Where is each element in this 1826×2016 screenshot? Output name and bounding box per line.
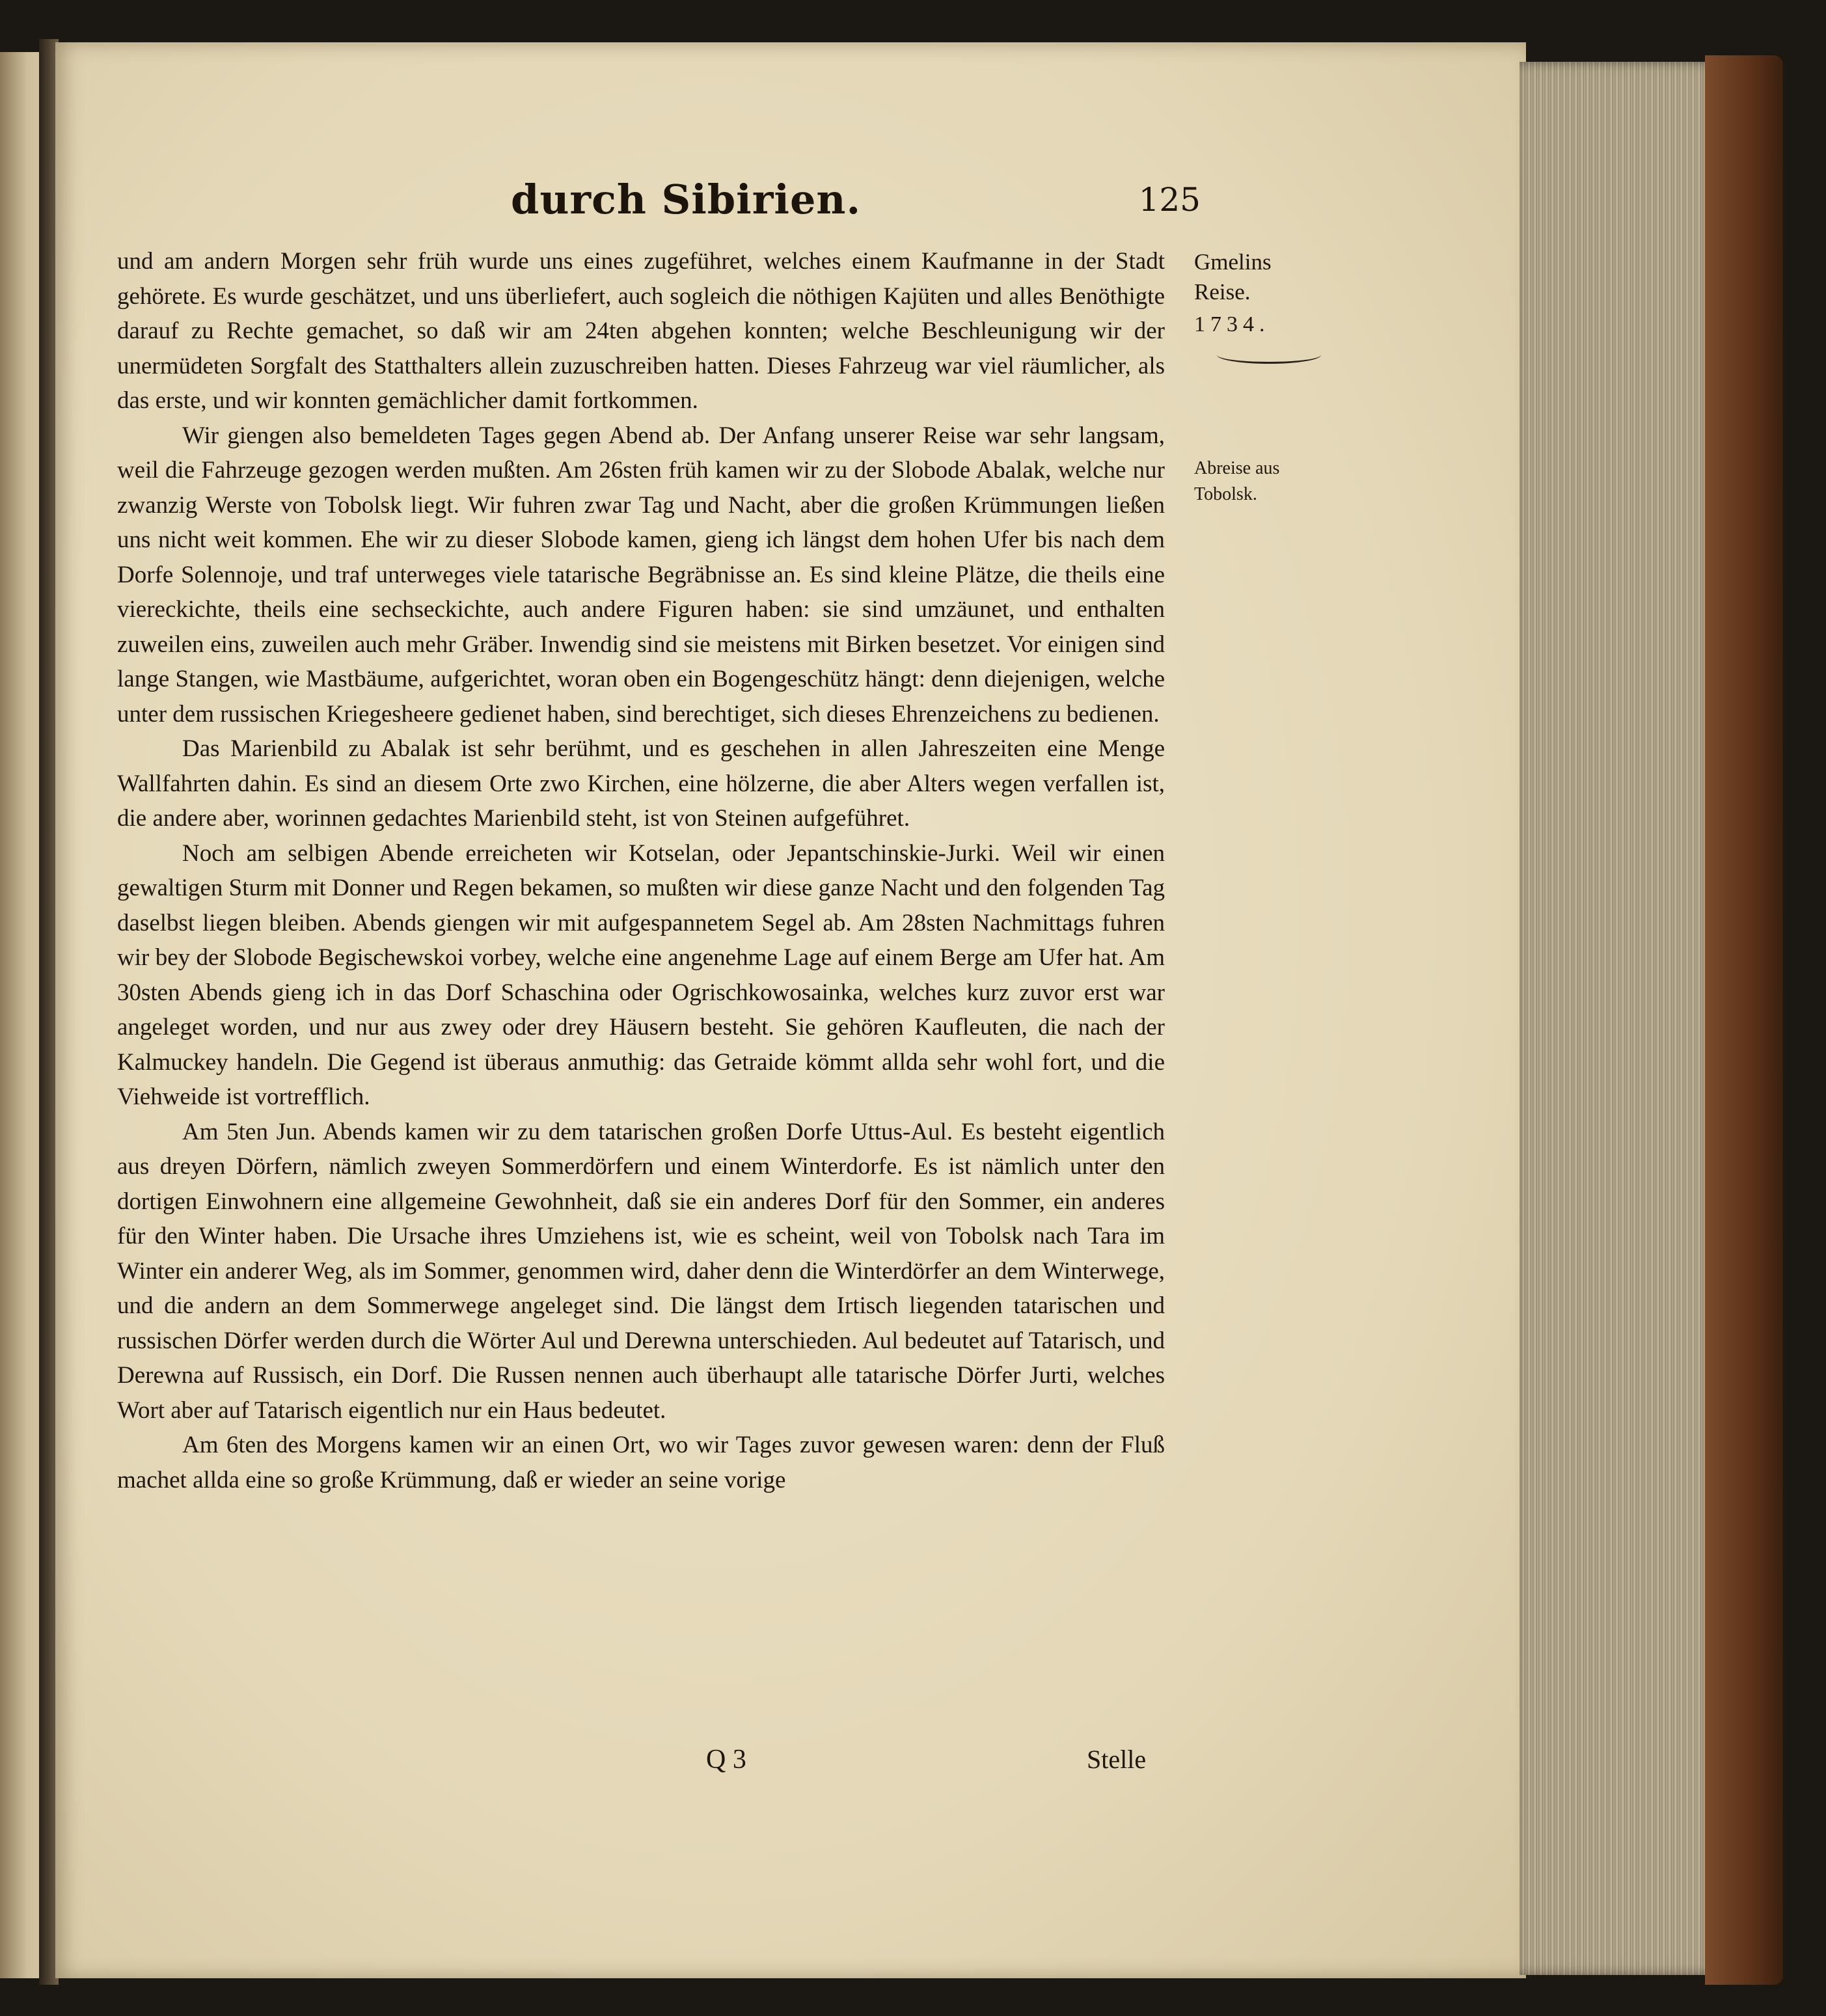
paragraph: Am 5ten Jun. Abends kamen wir zu dem tatarischen großen Dorfe Uttus-Aul. Es besteht eigentlich aus dreyen Dörfern, nämlich zweyen Sommerdörfern und einem Winterdorfe. Es ist nämlich unter den dortigen Einwohnern eine allgemeine Gewohnheit, daß sie ein anderes Dorf für den Sommer, ein anderes für den Winter haben. Die Ursache ihres Umziehens ist, wie es scheint, weil von Tobolsk nach Tara im Winter ein anderer Weg, als im Sommer, genommen wird, daher denn die Winterdörfer an dem Winterwege, und die andern an dem Sommerwege angeleget sind. Die längst dem Irtisch liegenden tatarischen und russischen Dörfer werden durch die Wörter Aul und Derewna unterschieden. Aul bedeutet auf Tatarisch, und Derewna auf Russisch, ein Dorf. Die Russen nennen auch überhaupt alle tatarische Dörfer Jurti, welches Wort aber auf Tatarisch eigentlich nur ein Haus bedeutet. [117, 1118, 1165, 1424]
page-header [55, 176, 1201, 228]
paragraph: Am 6ten des Morgens kamen wir an einen Ort, wo wir Tages zuvor gewesen waren: denn der Fluß machet allda eine so große Krümmung, daß er wieder an seine vorige [117, 1432, 1165, 1493]
paragraph: und am andern Morgen sehr früh wurde uns eines zugeführet, welches einem Kaufmanne in der Stadt gehörete. Es wurde geschätzet, und uns überliefert, auch sogleich die nöthigen Kajüten und alles Benöthigte darauf zu Rechte gemachet, so daß wir am 24ten abgehen konnten; welche Beschleunigung wir der unermüdeten Sorgfalt des Statthalters allein zuzuschreiben hatten. Dieses Fahrzeug war viel räumlicher, als das erste, und wir konnten gemächlicher damit fortkommen. [117, 248, 1165, 414]
page-number: 125 [1138, 181, 1201, 219]
margin-note-year: 1734. [1194, 312, 1270, 336]
running-head: durch Sibirien. [511, 176, 862, 223]
paragraph: Wir giengen also bemeldeten Tages gegen Abend ab. Der Anfang unserer Reise war sehr langsam, weil die Fahrzeuge gezogen werden mußten. Am 26sten früh kamen wir zu der Slobode Abalak, welche nur zwanzig Werste von Tobolsk liegt. Wir fuhren zwar Tag und Nacht, aber die großen Krümmungen ließen uns nicht weit kommen. Ehe wir zu dieser Slobode kamen, gieng ich längst dem hohen Ufer bis nach dem Dorfe Solennoje, und traf unterweges viele tatarische Begräbnisse an. Es sind kleine Plätze, die theils eine viereckichte, theils eine sechseckichte, auch andere Figuren haben: sie sind umzäunet, und enthalten zuweilen eins, zuweilen auch mehr Gräber. Inwendig sind sie meistens mit Birken besetzet. Vor einigen sind lange Stangen, wie Mastbäume, aufgerichtet, woran oben ein Bogengeschütz hängt: denn diejenigen, welche unter dem russischen Kriegesheere gedienet haben, sind berechtiget, sich dieses Ehrenzeichens zu bedienen. [117, 422, 1165, 728]
signature-mark: Q 3 [706, 1745, 746, 1775]
book-cover [1705, 55, 1783, 1985]
margin-note-gmelins-reise: Gmelins Reise. [1194, 249, 1272, 305]
page-stack-edge [1519, 62, 1715, 1975]
year-brace [1217, 346, 1321, 364]
catchword: Stelle [1087, 1745, 1147, 1774]
paragraph: Noch am selbigen Abende erreicheten wir Kotselan, oder Jepantschinskie-Jurki. Weil wir einen gewaltigen Sturm mit Donner und Regen bekamen, so mußten wir diese ganze Nacht und den folgenden Tag daselbst liegen bleiben. Abends giengen wir mit aufgespannetem Segel ab. Am 28sten Nachmittags fuhren wir bey der Slobode Begischewskoi vorbey, welche eine angenehme Lage auf einem Berge am Ufer hat. Am 30sten Abends gieng ich in das Dorf Schaschina oder Ogrischkowosainka, welches kurz zuvor erst war angeleget worden, und nur aus zwey oder drey Häusern besteht. Sie gehören Kaufleuten, die nach der Kalmuckey handeln. Die Gegend ist überaus anmuthig: das Getraide kömmt allda sehr wohl fort, und die Viehweide ist vortrefflich. [117, 839, 1165, 1110]
margin-note-abreise: Abreise aus Tobolsk. [1194, 458, 1280, 504]
body-text [117, 244, 1165, 1497]
paragraph: Das Marienbild zu Abalak ist sehr berühmt, und es geschehen in allen Jahreszeiten eine Menge Wallfahrten dahin. Es sind an diesem Orte zwo Kirchen, eine hölzerne, die aber Alters wegen verfallen ist, die andere aber, worinnen gedachtes Marienbild steht, ist von Steinen aufgeführet. [117, 735, 1165, 832]
